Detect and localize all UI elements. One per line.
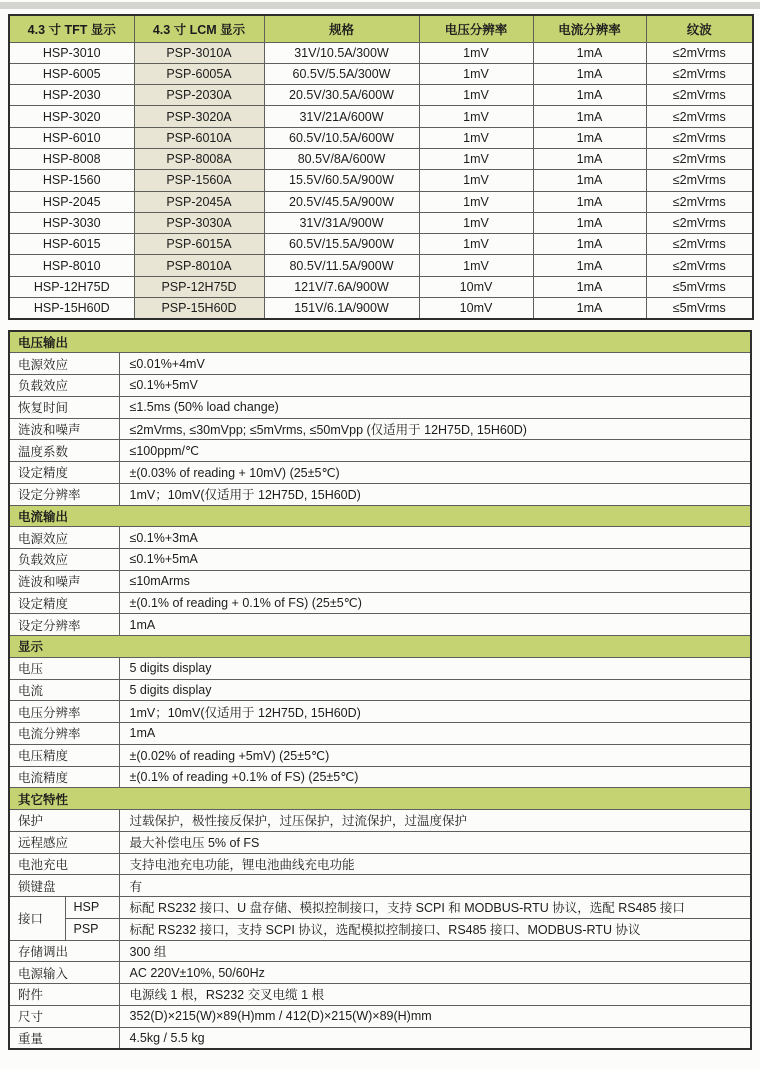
spec-row-label: 重量 [9,1027,119,1049]
model-table-row [9,106,753,127]
model-ripple-cell: ≤2mVrms [646,234,753,255]
model-ripple-cell: ≤2mVrms [646,170,753,191]
spec-row [9,744,751,766]
spec-row-sublabel: HSP [65,897,119,919]
spec-row-value: ±(0.1% of reading +0.1% of FS) (25±5℃) [119,766,751,788]
model-vres-cell: 1mV [419,234,533,255]
model-lcm-cell: PSP-3030A [134,212,264,233]
model-ripple-cell: ≤2mVrms [646,106,753,127]
spec-row-value: 电源线 1 根，RS232 交叉电缆 1 根 [119,984,751,1006]
model-vres-cell: 1mV [419,170,533,191]
spec-row-value: 标配 RS232 接口，支持 SCPI 协议，选配模拟控制接口、RS485 接口、MODBUS-RTU 协议 [119,918,751,940]
model-spec-cell: 60.5V/5.5A/300W [264,63,419,84]
model-lcm-cell: PSP-1560A [134,170,264,191]
spec-row [9,1027,751,1049]
spec-row [9,723,751,745]
model-table-row [9,127,753,148]
model-table-row [9,298,753,319]
model-ires-cell: 1mA [533,255,646,276]
spec-row-label: 电压 [9,657,119,679]
spec-row-label: 锁键盘 [9,875,119,897]
model-lcm-cell: PSP-3010A [134,42,264,63]
spec-row [9,766,751,788]
spec-row [9,810,751,832]
model-lcm-cell: PSP-2045A [134,191,264,212]
section-title: 电压输出 [9,331,751,353]
model-ripple-cell: ≤5mVrms [646,276,753,297]
model-ires-cell: 1mA [533,276,646,297]
spec-row-value: ≤0.01%+4mV [119,353,751,375]
spec-row [9,614,751,636]
spec-row [9,527,751,549]
spec-row-label: 设定分辨率 [9,483,119,505]
model-ires-cell: 1mA [533,63,646,84]
spec-row-label: 附件 [9,984,119,1006]
spec-row-value: ±(0.1% of reading + 0.1% of FS) (25±5℃) [119,592,751,614]
model-spec-cell: 60.5V/10.5A/600W [264,127,419,148]
spec-row-sublabel: PSP [65,918,119,940]
spec-row-label: 涟波和噪声 [9,570,119,592]
model-spec-cell: 20.5V/45.5A/900W [264,191,419,212]
spec-row [9,875,751,897]
spec-row [9,353,751,375]
spec-row-value: ≤100ppm/℃ [119,440,751,462]
spec-row [9,1005,751,1027]
model-ires-cell: 1mA [533,42,646,63]
model-tft-cell: HSP-6015 [9,234,134,255]
model-tft-cell: HSP-3020 [9,106,134,127]
spec-row-value: 有 [119,875,751,897]
spec-row-label: 电压精度 [9,744,119,766]
spec-row [9,570,751,592]
spec-row [9,483,751,505]
spec-row-value: 1mA [119,614,751,636]
spec-row-label: 远程感应 [9,831,119,853]
spec-row-value: ±(0.03% of reading + 10mV) (25±5℃) [119,462,751,484]
model-vres-cell: 1mV [419,255,533,276]
model-vres-cell: 1mV [419,106,533,127]
model-column-header: 规格 [264,15,419,42]
spec-row-label: 负载效应 [9,375,119,397]
model-tft-cell: HSP-6005 [9,63,134,84]
model-spec-cell: 80.5V/8A/600W [264,148,419,169]
model-spec-cell: 31V/10.5A/300W [264,42,419,63]
spec-row-label: 电源效应 [9,527,119,549]
spec-row-label: 涟波和噪声 [9,418,119,440]
model-vres-cell: 10mV [419,276,533,297]
model-column-header: 4.3 寸 LCM 显示 [134,15,264,42]
spec-row-label: 电源输入 [9,962,119,984]
spec-row-value: 5 digits display [119,679,751,701]
spec-subrow [9,897,751,919]
spec-row [9,549,751,571]
spec-row-label: 尺寸 [9,1005,119,1027]
model-tft-cell: HSP-12H75D [9,276,134,297]
spec-row-label: 电流精度 [9,766,119,788]
spec-row-label: 电池充电 [9,853,119,875]
model-table-row [9,276,753,297]
spec-row-label: 电压分辨率 [9,701,119,723]
spec-row-value: ≤0.1%+5mV [119,375,751,397]
model-spec-cell: 121V/7.6A/900W [264,276,419,297]
spec-row [9,418,751,440]
model-tft-cell: HSP-8008 [9,148,134,169]
spec-row-value: ≤10mArms [119,570,751,592]
model-ripple-cell: ≤2mVrms [646,191,753,212]
model-lcm-cell: PSP-8008A [134,148,264,169]
model-vres-cell: 10mV [419,298,533,319]
section-header-row [9,636,751,658]
spec-row-label: 设定精度 [9,462,119,484]
model-table-row [9,212,753,233]
model-lcm-cell: PSP-3020A [134,106,264,127]
model-vres-cell: 1mV [419,63,533,84]
model-ires-cell: 1mA [533,85,646,106]
model-vres-cell: 1mV [419,42,533,63]
model-spec-cell: 15.5V/60.5A/900W [264,170,419,191]
spec-row-value: 352(D)×215(W)×89(H)mm / 412(D)×215(W)×89(H)mm [119,1005,751,1027]
model-ripple-cell: ≤2mVrms [646,85,753,106]
model-table-header-row [9,15,753,42]
model-table-row [9,85,753,106]
model-lcm-cell: PSP-15H60D [134,298,264,319]
model-ripple-cell: ≤5mVrms [646,298,753,319]
spec-row-value: 300 组 [119,940,751,962]
spec-row [9,962,751,984]
model-table-row [9,255,753,276]
section-header-row [9,788,751,810]
model-tft-cell: HSP-3010 [9,42,134,63]
model-ires-cell: 1mA [533,148,646,169]
model-vres-cell: 1mV [419,127,533,148]
spec-row-value: 最大补偿电压 5% of FS [119,831,751,853]
scan-edge-artifact [0,2,760,9]
spec-row-value: 支持电池充电功能，锂电池曲线充电功能 [119,853,751,875]
model-ires-cell: 1mA [533,170,646,191]
model-tft-cell: HSP-2030 [9,85,134,106]
model-tft-cell: HSP-1560 [9,170,134,191]
model-tft-cell: HSP-15H60D [9,298,134,319]
spec-row [9,592,751,614]
spec-row-value: ≤1.5ms (50% load change) [119,396,751,418]
model-column-header: 电流分辨率 [533,15,646,42]
section-title: 其它特性 [9,788,751,810]
model-lcm-cell: PSP-2030A [134,85,264,106]
model-spec-cell: 31V/21A/600W [264,106,419,127]
model-ripple-cell: ≤2mVrms [646,63,753,84]
spec-row [9,831,751,853]
section-title: 显示 [9,636,751,658]
section-header-row [9,505,751,527]
model-vres-cell: 1mV [419,212,533,233]
model-ires-cell: 1mA [533,234,646,255]
spec-row [9,984,751,1006]
model-ripple-cell: ≤2mVrms [646,212,753,233]
model-lcm-cell: PSP-6005A [134,63,264,84]
model-ripple-cell: ≤2mVrms [646,148,753,169]
spec-row-label: 温度系数 [9,440,119,462]
model-spec-table [8,14,754,320]
spec-row [9,679,751,701]
spec-subrow [9,918,751,940]
model-ripple-cell: ≤2mVrms [646,127,753,148]
model-table-row [9,234,753,255]
spec-row [9,853,751,875]
spec-row-value: 5 digits display [119,657,751,679]
model-tft-cell: HSP-3030 [9,212,134,233]
spec-row [9,396,751,418]
model-vres-cell: 1mV [419,85,533,106]
spec-row-value: ±(0.02% of reading +5mV) (25±5℃) [119,744,751,766]
model-ires-cell: 1mA [533,298,646,319]
spec-row [9,940,751,962]
spec-row-value: 1mA [119,723,751,745]
spec-row-value: ≤2mVrms, ≤30mVpp; ≤5mVrms, ≤50mVpp (仅适用于 12H75D, 15H60D) [119,418,751,440]
model-spec-cell: 20.5V/30.5A/600W [264,85,419,106]
model-lcm-cell: PSP-8010A [134,255,264,276]
spec-row [9,375,751,397]
model-ripple-cell: ≤2mVrms [646,255,753,276]
model-ires-cell: 1mA [533,106,646,127]
spec-row-value: 1mV；10mV(仅适用于 12H75D, 15H60D) [119,701,751,723]
section-title: 电流输出 [9,505,751,527]
model-ires-cell: 1mA [533,191,646,212]
detail-spec-table [8,330,752,1050]
spec-row-value: 1mV；10mV(仅适用于 12H75D, 15H60D) [119,483,751,505]
spec-row-label: 存储调出 [9,940,119,962]
model-table-row [9,191,753,212]
model-column-header: 纹波 [646,15,753,42]
model-column-header: 电压分辨率 [419,15,533,42]
spec-row-label: 恢复时间 [9,396,119,418]
model-spec-cell: 60.5V/15.5A/900W [264,234,419,255]
model-lcm-cell: PSP-6010A [134,127,264,148]
spec-row-value: ≤0.1%+5mA [119,549,751,571]
model-column-header: 4.3 寸 TFT 显示 [9,15,134,42]
model-spec-cell: 151V/6.1A/900W [264,298,419,319]
model-table-row [9,170,753,191]
model-ires-cell: 1mA [533,127,646,148]
spec-row [9,657,751,679]
model-spec-cell: 31V/31A/900W [264,212,419,233]
model-tft-cell: HSP-2045 [9,191,134,212]
model-table-row [9,63,753,84]
spec-row-value: 标配 RS232 接口、U 盘存储、模拟控制接口，支持 SCPI 和 MODBUS-RTU 协议，选配 RS485 接口 [119,897,751,919]
model-ires-cell: 1mA [533,212,646,233]
spec-row-label: 负载效应 [9,549,119,571]
section-header-row [9,331,751,353]
spec-row-label: 电流 [9,679,119,701]
model-vres-cell: 1mV [419,148,533,169]
spec-row [9,440,751,462]
spec-row-label: 电流分辨率 [9,723,119,745]
model-table-row [9,148,753,169]
spec-row-value: 过载保护，极性接反保护，过压保护，过流保护，过温度保护 [119,810,751,832]
model-lcm-cell: PSP-12H75D [134,276,264,297]
model-ripple-cell: ≤2mVrms [646,42,753,63]
spec-row-value: ≤0.1%+3mA [119,527,751,549]
spec-row-label: 设定分辨率 [9,614,119,636]
model-table-row [9,42,753,63]
spec-row-value: AC 220V±10%, 50/60Hz [119,962,751,984]
spec-row-label: 保护 [9,810,119,832]
spec-row-label: 电源效应 [9,353,119,375]
model-lcm-cell: PSP-6015A [134,234,264,255]
spec-row-label: 接口 [9,897,65,941]
model-tft-cell: HSP-6010 [9,127,134,148]
spec-row-label: 设定精度 [9,592,119,614]
model-tft-cell: HSP-8010 [9,255,134,276]
model-spec-cell: 80.5V/11.5A/900W [264,255,419,276]
spec-row [9,462,751,484]
spec-row-value: 4.5kg / 5.5 kg [119,1027,751,1049]
model-vres-cell: 1mV [419,191,533,212]
spec-row [9,701,751,723]
